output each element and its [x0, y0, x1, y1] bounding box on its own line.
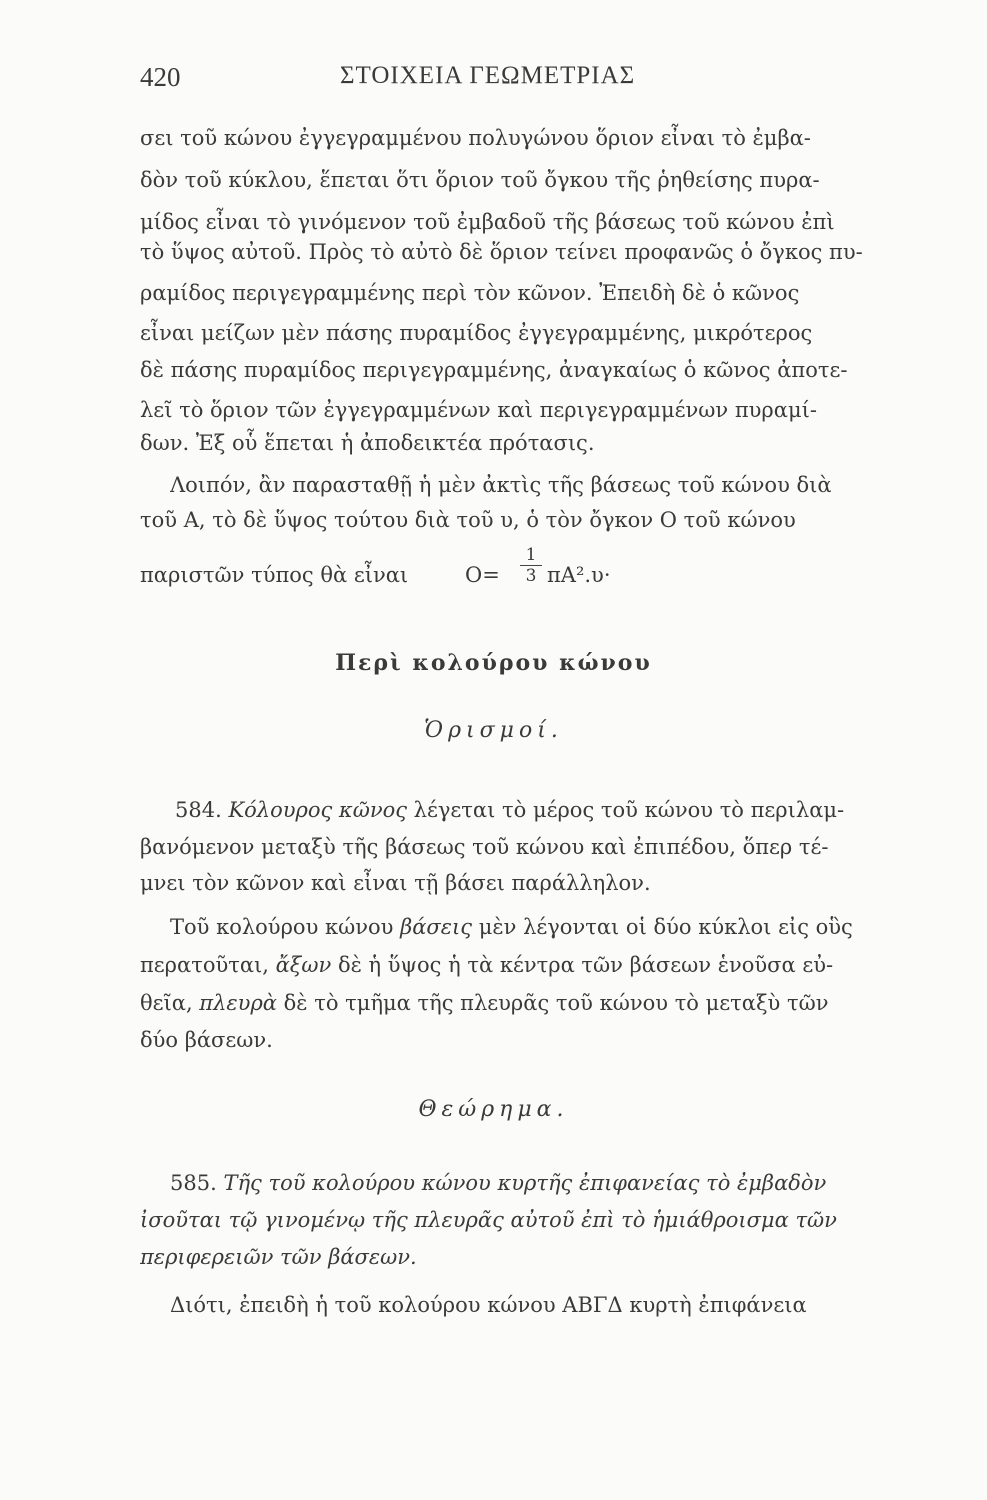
text-line: περιφερειῶν τῶν βάσεων. — [140, 1245, 417, 1269]
text-line: μίδος εἶναι τὸ γινόμενον τοῦ ἐμβαδοῦ τῆς βάσεως τοῦ κώνου ἐπὶ — [140, 210, 835, 234]
text-line — [170, 912, 910, 942]
text-line: δὸν τοῦ κύκλου, ἕπεται ὅτι ὅριον τοῦ ὄγκου τῆς ῥηθείσης πυρα- — [140, 168, 820, 192]
fraction — [520, 545, 542, 586]
article-number: 584. — [175, 798, 222, 822]
section-heading: Περὶ κολούρου κώνου — [335, 650, 652, 676]
theorem-585 — [170, 1168, 910, 1198]
text-line: δων. Ἐξ οὗ ἕπεται ἡ ἀποδεικτέα πρότασις. — [140, 431, 595, 455]
article-number: 585. — [170, 1171, 217, 1195]
defined-term: πλευρὰ — [199, 991, 277, 1015]
definitions-heading: Ὁρισμοί. — [424, 718, 563, 743]
text-line: εἶναι μείζων μὲν πάσης πυραμίδος ἐγγεγραμμένης, μικρότερος — [140, 321, 813, 345]
text-line: τοῦ Α, τὸ δὲ ὕψος τούτου διὰ τοῦ υ, ὁ τὸν ὄγκον Ο τοῦ κώνου — [140, 508, 796, 532]
theorem-heading: Θεώρημα. — [418, 1097, 569, 1122]
text-line: βανόμενον μεταξὺ τῆς βάσεως τοῦ κώνου καὶ ἐπιπέδου, ὅπερ τέ- — [140, 835, 829, 859]
text-line: σει τοῦ κώνου ἐγγεγραμμένου πολυγώνου ὅριον εἶναι τὸ ἐμβα- — [140, 126, 811, 150]
defined-term: Κόλουρος κῶνος — [228, 798, 407, 822]
cone-volume-formula — [465, 545, 665, 605]
text-line: δὲ πάσης πυραμίδος περιγεγραμμένης, ἀναγκαίως ὁ κῶνος ἀποτε- — [140, 358, 848, 382]
text-run: περατοῦται, — [140, 953, 276, 977]
text-run: θεῖα, — [140, 991, 200, 1015]
defined-term: βάσεις — [400, 915, 473, 939]
text-line — [140, 950, 910, 980]
formula-lhs: Ο= — [465, 563, 500, 587]
fraction-denominator: 3 — [525, 566, 537, 586]
page-header — [140, 62, 910, 102]
theorem-text: Τῆς τοῦ κολούρου κώνου κυρτῆς ἐπιφανείας τὸ ἐμβαδὸν — [216, 1171, 827, 1195]
formula-rhs: πΑ².υ· — [547, 563, 611, 587]
definition-584 — [175, 795, 910, 825]
formula-intro: παριστῶν τύπος θὰ εἶναι — [140, 563, 409, 587]
text-run: μὲν λέγονται οἱ δύο κύκλοι εἰς οὓς — [472, 915, 853, 939]
running-title: ΣΤΟΙΧΕΙΑ ΓΕΩΜΕΤΡΙΑΣ — [340, 62, 636, 89]
text-line: Διότι, ἐπειδὴ ἡ τοῦ κολούρου κώνου ΑΒΓΔ κυρτὴ ἐπιφάνεια — [170, 1293, 807, 1317]
page-number: 420 — [140, 62, 181, 92]
text-run: δὲ ἡ ὕψος ἡ τὰ κέντρα τῶν βάσεων ἑνοῦσα εὐ- — [331, 953, 834, 977]
text-line: μνει τὸν κῶνον καὶ εἶναι τῇ βάσει παράλληλον. — [140, 871, 651, 895]
defined-term: ἄξων — [275, 953, 332, 977]
text-line: λεῖ τὸ ὅριον τῶν ἐγγεγραμμένων καὶ περιγεγραμμένων πυραμί- — [140, 398, 817, 422]
text-line: Λοιπόν, ἂν παρασταθῇ ἡ μὲν ἀκτὶς τῆς βάσεως τοῦ κώνου διὰ — [170, 473, 832, 497]
text-run: λέγεται τὸ μέρος τοῦ κώνου τὸ περιλαμ- — [407, 798, 845, 822]
text-line — [140, 988, 910, 1018]
text-line: ραμίδος περιγεγραμμένης περὶ τὸν κῶνον. Ἐπειδὴ δὲ ὁ κῶνος — [140, 281, 800, 305]
text-line: δύο βάσεων. — [140, 1028, 273, 1052]
fraction-numerator: 1 — [520, 545, 542, 566]
text-line: τὸ ὕψος αὐτοῦ. Πρὸς τὸ αὐτὸ δὲ ὅριον τείνει προφανῶς ὁ ὄγκος πυ- — [140, 240, 863, 264]
text-line: ἰσοῦται τῷ γινομένῳ τῆς πλευρᾶς αὐτοῦ ἐπὶ τὸ ἡμιάθροισμα τῶν — [140, 1208, 837, 1232]
formula-line — [140, 545, 910, 605]
text-run: Τοῦ κολούρου κώνου — [170, 915, 401, 939]
text-run: δὲ τὸ τμῆμα τῆς πλευρᾶς τοῦ κώνου τὸ μεταξὺ τῶν — [276, 991, 829, 1015]
